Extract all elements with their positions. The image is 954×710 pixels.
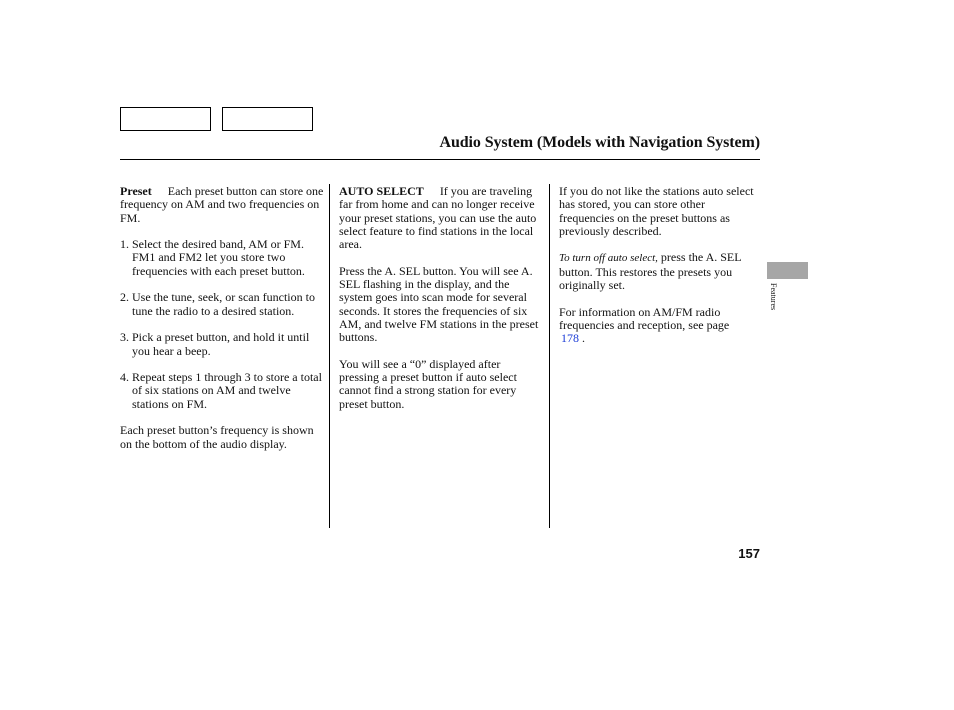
step-number: 1. [120,237,129,252]
auto-select-heading: AUTO SELECT [339,184,424,198]
preset-closing: Each preset button’s frequency is shown on the bottom of the audio display. [120,423,314,451]
restore-para: If you do not like the stations auto select has stored, you can store other frequencies on the preset buttons as previously described. [559,184,754,238]
column-auto-select-off [559,185,759,359]
page-title: Audio System (Models with Navigation System) [439,134,760,151]
auto-select-text: If you are traveling far from home and can no longer receive your preset stations, you can use the auto select feature to find stations in the local area. [339,184,537,252]
step-number: 4. [120,370,129,385]
column-divider [329,184,330,528]
step-text: Select the desired band, AM or FM. FM1 and FM2 let you store two frequencies with each preset button. [132,237,305,278]
nav-next-button[interactable] [222,107,313,131]
reference-text: For information on AM/FM radio frequencies and reception, see page [559,304,730,332]
nav-prev-button[interactable] [120,107,211,131]
auto-select-para-2: Press the A. SEL button. You will see A. SEL flashing in the display, and the system goes into scan mode for several seconds. It stores the frequencies of six AM, and twelve FM stations in the preset buttons. [339,263,539,345]
column-preset [120,185,324,464]
preset-text-b: store one frequency on AM and two frequencies on FM. [120,184,324,225]
column-auto-select [339,185,543,424]
preset-heading: Preset [120,184,152,198]
turn-off-lead: To turn off auto select, [559,252,658,265]
reference-para [559,306,759,346]
step-item [120,291,324,318]
reference-end: . [582,331,585,346]
step-number: 2. [120,290,129,305]
auto-select-intro [339,185,543,251]
column-divider [549,184,550,528]
preset-text-a: Each preset button can [167,184,277,198]
section-tab [767,262,808,279]
preset-intro [120,185,324,225]
step-item [120,371,324,411]
step-text: Pick a preset button, and hold it until you hear a beep. [132,330,310,358]
step-text: Repeat steps 1 through 3 to store a total of six stations on AM and twelve stations on FM. [132,370,322,411]
step-item [120,331,324,358]
section-label: Features [769,283,778,311]
header-rule [120,159,760,160]
step-number: 3. [120,330,129,345]
turn-off-text: press the A. SEL button. This restores the presets you originally set. [559,250,742,293]
step-item [120,238,324,278]
page-178-link[interactable]: 178 [561,331,579,346]
step-text: Use the tune, seek, or scan function to tune the radio to a desired station. [132,290,315,318]
page-number: 157 [738,546,760,561]
turn-off-para [559,251,759,292]
auto-select-para-3: You will see a “0” displayed after pressing a preset button if auto select cannot find a strong station for every preset button. [339,356,517,411]
